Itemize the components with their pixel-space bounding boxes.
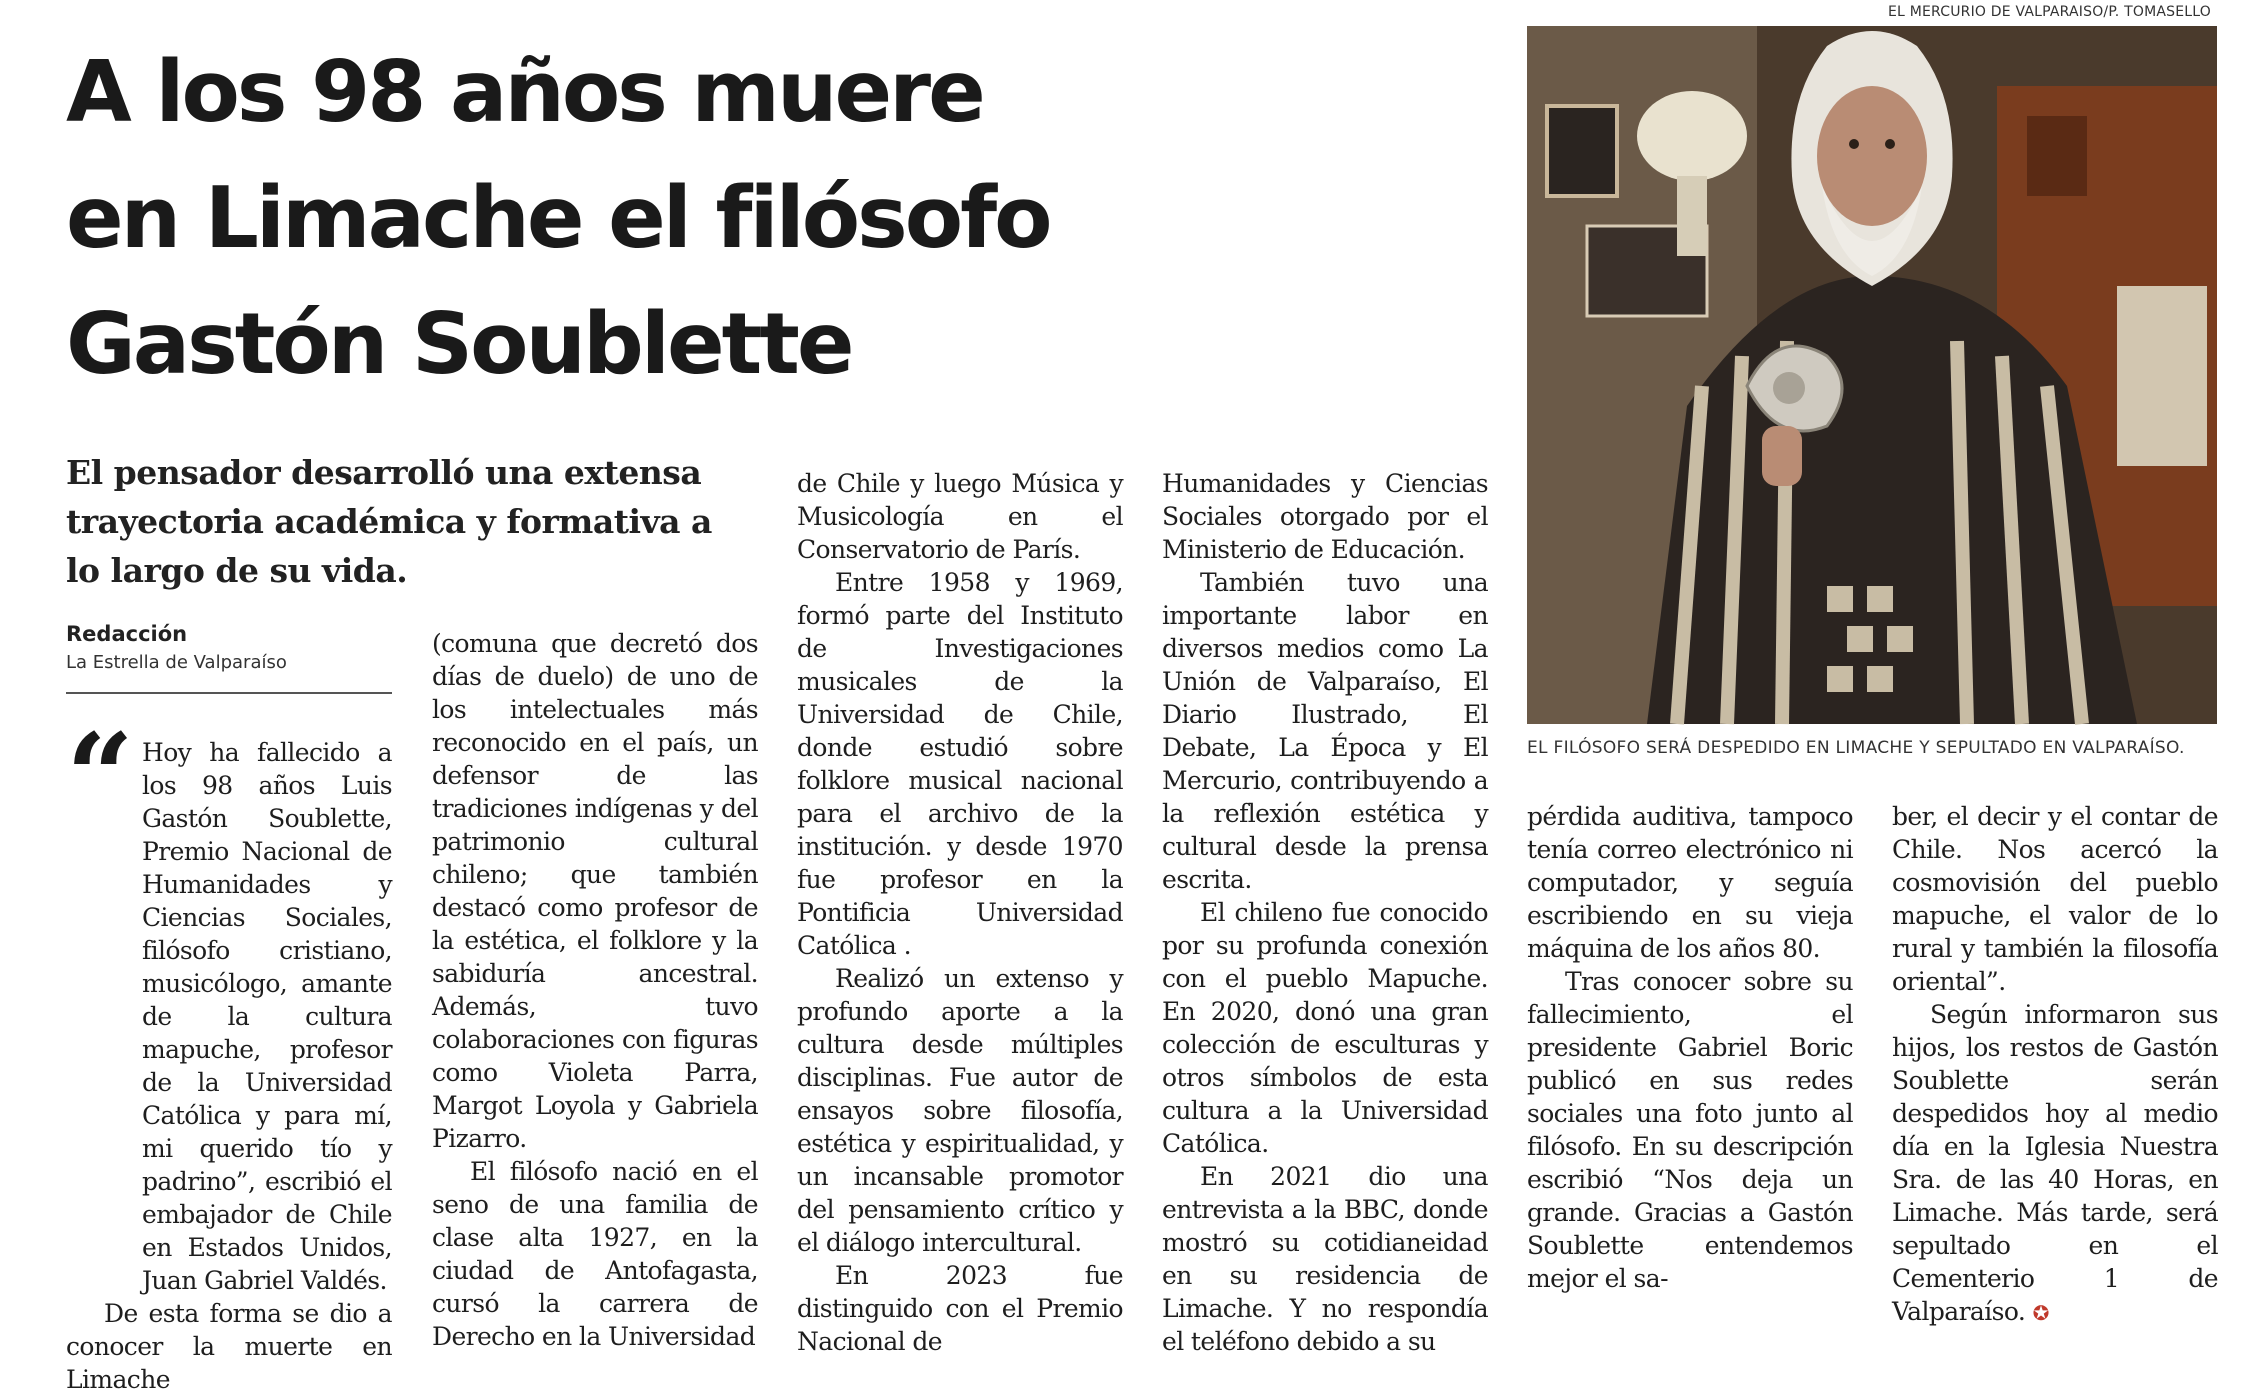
column-3-paragraph-2: Entre 1958 y 1969, formó parte del Instituto de Investigaciones musicales de la Universidad de Chile, donde estudió sobre folklore musical nacional para el archivo de la institución. y desde 1970 fue profesor en la Pontificia Universidad Católica . [797, 568, 1123, 960]
headline-line-3: Gastón Soublette [66, 295, 852, 394]
article-column-1 [66, 736, 392, 1394]
article-subhead: El pensador desarrolló una extensa trayectoria académica y formativa a lo largo de su vida. [66, 453, 712, 590]
article-column-2 [432, 627, 758, 1351]
opening-quote-mark: “ [66, 707, 134, 846]
byline-author: Redacción [66, 622, 188, 646]
column-2-paragraph-1: (comuna que decretó dos días de duelo) de uno de los intelectuales más reconocido en el país, un defensor de las tradiciones indígenas y del patrimonio cultural chileno; que también destacó como profesor de la estética, el folklore y la sabiduría ancestral. Además, tuvo colaboraciones con figuras como Violeta Parra, Margot Loyola y Gabriela Pizarro. [432, 629, 758, 1153]
column-5-paragraph-2: Tras conocer sobre su fallecimiento, el presidente Gabriel Boric publicó en sus redes sociales una foto junto al filósofo. En su descripción escribió “Nos deja un grande. Gracias a Gastón Soublette entendemos mejor el sa- [1527, 967, 1853, 1293]
article-column-6 [1892, 800, 2218, 1326]
quote-text: Hoy ha fallecido a los 98 años Luis Gastón Soublette, Premio Nacional de Humanidades y Ciencias Sociales, filósofo cristiano, musicólogo, amante de la cultura mapuche, profesor de la Universidad Católica y para mí, mi querido tío y padrino”, escribió el embajador de Chile en Estados Unidos, Juan Gabriel Valdés. [142, 738, 392, 1295]
article-column-5 [1527, 800, 1853, 1293]
headline-line-2: en Limache el filósofo [66, 169, 1050, 268]
column-3-paragraph-1: de Chile y luego Música y Musicología en el Conservatorio de París. [797, 469, 1123, 564]
column-6-paragraph-2 [1892, 998, 2218, 1330]
article-headline [66, 30, 1506, 408]
article-column-3 [797, 467, 1123, 1356]
photo-credit: EL MERCURIO DE VALPARAISO/P. TOMASELLO [1888, 4, 2211, 20]
byline-divider [66, 692, 392, 694]
column-6-paragraph-1: ber, el decir y el contar de Chile. Nos acercó la cosmovisión del pueblo mapuche, el valor de lo rural y también la filosofía oriental”. [1892, 802, 2218, 996]
headline-line-1: A los 98 años muere [66, 43, 983, 142]
philosopher-portrait-illustration [1527, 26, 2217, 724]
photo-caption: EL FILÓSOFO SERÁ DESPEDIDO EN LIMACHE Y SEPULTADO EN VALPARAÍSO. [1527, 738, 2185, 758]
column-3-paragraph-4: En 2023 fue distinguido con el Premio Nacional de [797, 1261, 1123, 1356]
end-of-article-icon: ✪ [2032, 1301, 2049, 1325]
column-4-paragraph-3: El chileno fue conocido por su profunda conexión con el pueblo Mapuche. En 2020, donó una gran colección de esculturas y otros símbolos de esta cultura a la Universidad Católica. [1162, 898, 1488, 1158]
column-5-paragraph-1: pérdida auditiva, tampoco tenía correo electrónico ni computador, y seguía escribiendo en su vieja máquina de los años 80. [1527, 802, 1853, 963]
article-column-4 [1162, 467, 1488, 1356]
column-1-paragraph-1 [66, 736, 392, 1297]
byline-publication: La Estrella de Valparaíso [66, 652, 287, 673]
article-photo [1527, 26, 2217, 724]
column-4-paragraph-1: Humanidades y Ciencias Sociales otorgado por el Ministerio de Educación. [1162, 469, 1488, 564]
column-1-paragraph-2: De esta forma se dio a conocer la muerte en Limache [66, 1299, 392, 1394]
closing-paragraph-text: Según informaron sus hijos, los restos de Gastón Soublette serán despedidos hoy al medio día en la Iglesia Nuestra Sra. de las 40 Horas, en Limache. Más tarde, será sepultado en el Cementerio 1 de Valparaíso. [1892, 1000, 2218, 1326]
column-4-paragraph-2: También tuvo una importante labor en diversos medios como La Unión de Valparaíso, El Diario Ilustrado, El Debate, La Época y El Mercurio, contribuyendo a la reflexión estética y cultural desde la prensa escrita. [1162, 568, 1488, 894]
column-2-paragraph-2: El filósofo nació en el seno de una familia de clase alta 1927, en la ciudad de Antofagasta, cursó la carrera de Derecho en la Universidad [432, 1157, 758, 1351]
column-4-paragraph-4: En 2021 dio una entrevista a la BBC, donde mostró su cotidianeidad en su residencia de Limache. Y no respondía el teléfono debido a su [1162, 1162, 1488, 1356]
column-3-paragraph-3: Realizó un extenso y profundo aporte a la cultura desde múltiples disciplinas. Fue autor de ensayos sobre filosofía, estética y espiritualidad, y un incansable promotor del pensamiento crítico y el diálogo intercultural. [797, 964, 1123, 1257]
